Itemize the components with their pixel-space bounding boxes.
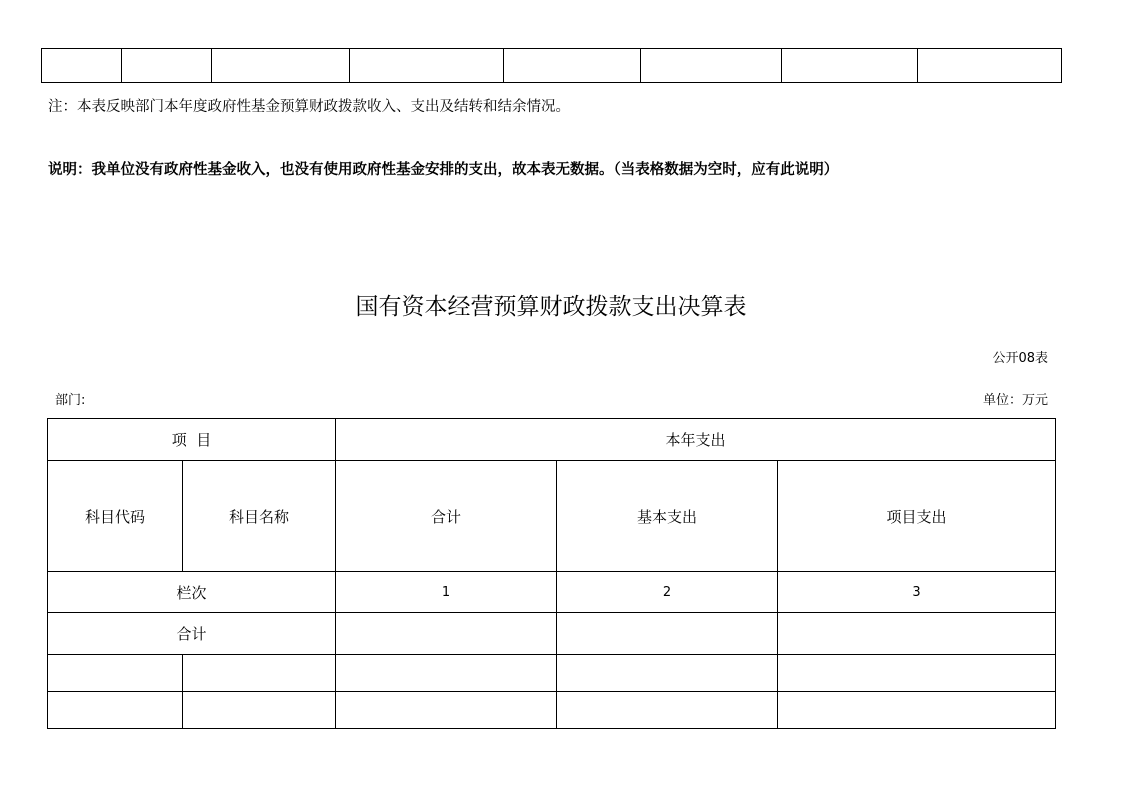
- table-cell: [212, 49, 350, 83]
- table-cell: [782, 49, 918, 83]
- table-cell: [557, 655, 778, 692]
- total-row-label: 合计: [48, 613, 336, 655]
- table-row: [42, 49, 1062, 83]
- table-cell: [183, 692, 336, 729]
- table-row: [48, 692, 1056, 729]
- table-cell: [336, 655, 557, 692]
- table-subheader-row: [48, 461, 1056, 572]
- previous-table-fragment: [41, 48, 1062, 83]
- col-basic-expenditure: 基本支出: [557, 461, 778, 572]
- col-subject-name: 科目名称: [183, 461, 336, 572]
- table-cell: [336, 692, 557, 729]
- table-cell: [557, 613, 778, 655]
- unit-label: 单位：万元: [982, 393, 1048, 408]
- table-cell: [183, 655, 336, 692]
- column-number-2: 2: [557, 572, 778, 613]
- table-cell: [42, 49, 122, 83]
- explanation-text: 说明：我单位没有政府性基金收入，也没有使用政府性基金安排的支出，故本表无数据。（当表格数据为空时，应有此说明）: [48, 162, 839, 178]
- department-label: 部门:: [55, 393, 86, 408]
- table-cell: [504, 49, 641, 83]
- column-number-1: 1: [336, 572, 557, 613]
- table-cell: [48, 655, 183, 692]
- table-cell: [778, 655, 1056, 692]
- table-cell: [350, 49, 504, 83]
- col-project-expenditure: 项目支出: [778, 461, 1056, 572]
- table-cell: [778, 692, 1056, 729]
- column-number-label: 栏次: [48, 572, 336, 613]
- table-cell: [557, 692, 778, 729]
- table-cell: [336, 613, 557, 655]
- page-title: 国有资本经营预算财政拨款支出决算表: [355, 294, 747, 320]
- col-total: 合计: [336, 461, 557, 572]
- table-header-row: [48, 419, 1056, 461]
- expenditure-table: [47, 418, 1056, 729]
- col-subject-code: 科目代码: [48, 461, 183, 572]
- total-row: [48, 613, 1056, 655]
- note-text: 注：本表反映部门本年度政府性基金预算财政拨款收入、支出及结转和结余情况。: [48, 99, 570, 115]
- header-item: 项 目: [48, 419, 336, 461]
- table-cell: [641, 49, 782, 83]
- column-number-3: 3: [778, 572, 1056, 613]
- table-cell: [778, 613, 1056, 655]
- table-cell: [48, 692, 183, 729]
- form-number: 公开08表: [992, 351, 1048, 366]
- table-cell: [918, 49, 1062, 83]
- header-current-year-expenditure: 本年支出: [336, 419, 1056, 461]
- table-cell: [122, 49, 212, 83]
- column-number-row: [48, 572, 1056, 613]
- table-row: [48, 655, 1056, 692]
